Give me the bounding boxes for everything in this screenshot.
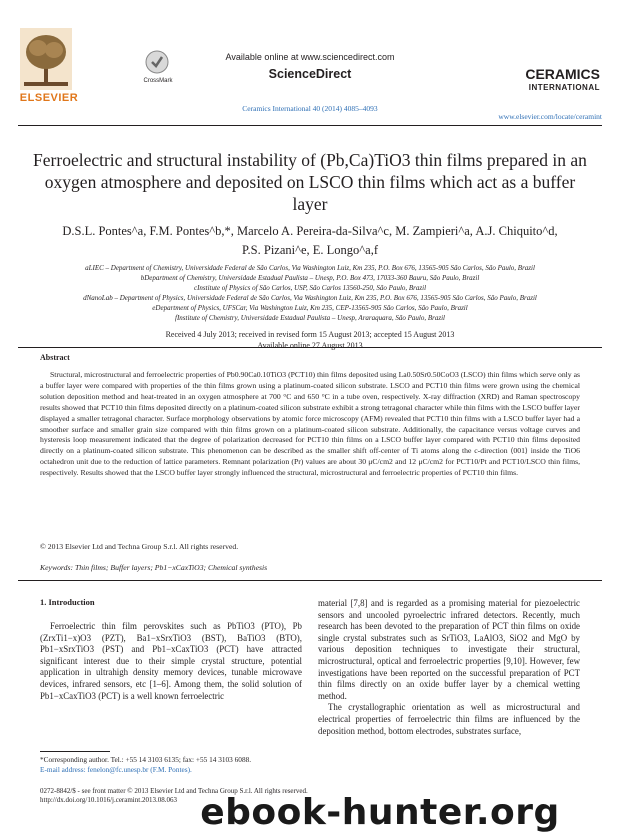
- crossmark-icon[interactable]: [145, 50, 169, 74]
- footnote-rule: [40, 751, 110, 752]
- watermark: ebook-hunter.org: [200, 792, 560, 833]
- elsevier-tree-logo: [20, 28, 72, 90]
- authors-line-2: P.S. Pizani^e, E. Longo^a,f: [241, 243, 379, 257]
- available-online-text: Available online at www.sciencedirect.com: [225, 52, 395, 62]
- intro-paragraph-2: The crystallographic orientation as well as microstructural and electrical properties of ferroelectric thin films are influenced by the deposition method, bottom electrodes, substrates surface,: [318, 702, 580, 736]
- affiliations: [18, 264, 602, 323]
- affiliation-a: aLIEC – Department of Chemistry, Universidade Federal de São Carlos, Via Washington Luiz, Km 235, P.O. Box 676, 13565-905 São Carlos, São Paulo, Brazil: [85, 264, 535, 272]
- article-title: Ferroelectric and structural instability of (Pb,Ca)TiO3 thin films prepared in an oxygen atmosphere and deposited on LSCO thin films which act as a buffer layer: [33, 150, 587, 214]
- publisher-name: ELSEVIER: [19, 92, 79, 104]
- abstract-heading: Abstract: [40, 353, 70, 362]
- corresponding-author-note: *Corresponding author. Tel.: +55 14 3103 6135; fax: +55 14 3103 6088.: [40, 755, 252, 764]
- sciencedirect-logo-text[interactable]: ScienceDirect: [268, 67, 352, 81]
- crossmark-label: CrossMark: [143, 78, 173, 84]
- email-link[interactable]: E-mail address: fenelon@fc.unesp.br (F.M. Pontes).: [40, 764, 192, 774]
- issn-line: 0272-8842/$ - see front matter © 2013 Elsevier Ltd and Techna Group S.r.l. All rights reserved.: [40, 787, 308, 795]
- intro-paragraph-1-cont: material [7,8] and is regarded as a promising material for piezoelectric sensors and uncooled pyroelectric infrared detectors. Recently, much research has been devoted to the preparation of PCT thin films on oxide single crystal substrates such as SrTiO3, LaAlO3, SiO2 and MgO by various deposition techniques to investigate their structural, microstructural, optical and ferroelectric properties [9,10]. However, few investigations have been reported on the successful preparation of PCT thin films directly on an oxide buffer layer by a chemical wetting method.: [318, 598, 580, 701]
- abstract-text: Structural, microstructural and ferroelectric properties of Pb0.90Ca0.10TiO3 (PCT10) thin films deposited using La0.50Sr0.50CoO3 (LSCO) thin films which serve only as a buffer layer were compared with properties of the thin films grown using a platinum-coated silicon substrate. LSCO and PCT10 thin films were grown using the chemical solution deposition method and heat-treated in an oxygen atmosphere at 700 °C and 650 °C in a tube oven, respectively. X-ray diffraction (XRD) and Raman spectroscopy results showed that PCT10 thin films deposited directly on a platinum-coated silicon substrate exhibit a strong tetragonal character while thin films with the LSCO buffer layer displayed a smaller tetragonal character. Surface morphology observations by atomic force microscopy (AFM) revealed that PCT10 thin films with a LSCO buffer layer had a smoother surface and smaller grain size compared with thin films grown on a platinum-coated silicon substrate. Additionally, the capacitance versus voltage curves and hysteresis loop measurement indicated that the degree of polarization decreased for PCT10 thin films on a LSCO buffer layer compared with PCT10 thin films deposited directly on a platinum-coated silicon substrate. This phenomenon can be described as the smaller shift off-center of Ti atoms along the c-direction ⟨001⟩ inside the TiO6 octahedron unit due to the reduction of lattice parameters. Remnant polarization (Pr) values are about 30 μC/cm2 and 12 μC/cm2 for PCT10/Pt and PCT10/LSCO thin films, respectively. Results showed that the LSCO buffer layer strongly influenced the structural, microstructural and ferroelectric properties of PCT10 thin films.: [40, 370, 580, 478]
- header-top-rule: [18, 125, 602, 126]
- journal-citation[interactable]: Ceramics International 40 (2014) 4085–4093: [242, 104, 378, 113]
- received-dates: Received 4 July 2013; received in revised form 15 August 2013; accepted 15 August 2013: [165, 330, 455, 339]
- footnote: [40, 755, 302, 774]
- affiliation-d: dNanoLab – Department of Physics, Universidade Federal de São Carlos, Via Washington Luiz, Km 235, P.O. Box 676, 13565-905 São Carlos, São Paulo, Brazil: [83, 293, 537, 302]
- keywords: Keywords: Thin films; Buffer layers; Pb1−xCaxTiO3; Chemical synthesis: [40, 563, 268, 572]
- intro-right-column: [318, 598, 580, 737]
- abstract-top-rule: [18, 347, 602, 348]
- journal-url-link[interactable]: www.elsevier.com/locate/ceramint: [498, 112, 602, 121]
- journal-brand-line1: CERAMICS: [525, 66, 600, 82]
- affiliation-e: eDepartment of Physics, UFSCar, Via Washington Luiz, Km 235, CEP-13565-905 São Carlos, São Paulo, Brazil: [152, 303, 468, 312]
- doi-link[interactable]: http://dx.doi.org/10.1016/j.ceramint.2013.08.063: [40, 796, 177, 805]
- journal-brand-line2: INTERNATIONAL: [528, 83, 600, 92]
- section-heading-introduction: 1. Introduction: [40, 597, 95, 607]
- author-list: [30, 222, 590, 260]
- intro-left-column: [40, 621, 302, 702]
- abstract-body: [40, 370, 580, 479]
- affiliation-c: cInstitute of Physics of São Carlos, USP, São Carlos 13560-250, São Paulo, Brazil: [193, 283, 427, 292]
- copyright-line: © 2013 Elsevier Ltd and Techna Group S.r.l. All rights reserved.: [40, 542, 239, 551]
- affiliation-b: bDepartment of Chemistry, Universidade Estadual Paulista – Unesp, P.O. Box 473, 17033-360 Bauru, São Paulo, Brazil: [140, 273, 480, 282]
- affiliation-f: fInstitute of Chemistry, Universidade Estadual Paulista – Unesp, Araraquara, São Paulo, Brazil: [175, 313, 445, 322]
- authors-line-1: D.S.L. Pontes^a, F.M. Pontes^b,*, Marcelo A. Pereira-da-Silva^c, M. Zampieri^a, A.J. Chiquito^d,: [62, 224, 558, 238]
- keywords-bottom-rule: [18, 580, 602, 581]
- intro-paragraph-1: Ferroelectric thin film perovskites such as PbTiO3 (PTO), Pb (ZrxTi1−x)O3 (PZT), Ba1−xSrxTiO3 (BST), BaTiO3 (BTO), Pb1−xSrxTiO3 (PST) and Pb1−xCaxTiO3 (PCT) have attracted significant interest due to their simple crystal structure, potential application in ultrahigh density memory devices, tunable microwave devices, infrared sensors, etc [1–6]. Among them, the solid solution of Pb1−xCaxTiO3 (PCT) is a well known ferroelectric: [40, 621, 302, 701]
- available-date: Available online 27 August 2013: [257, 340, 363, 350]
